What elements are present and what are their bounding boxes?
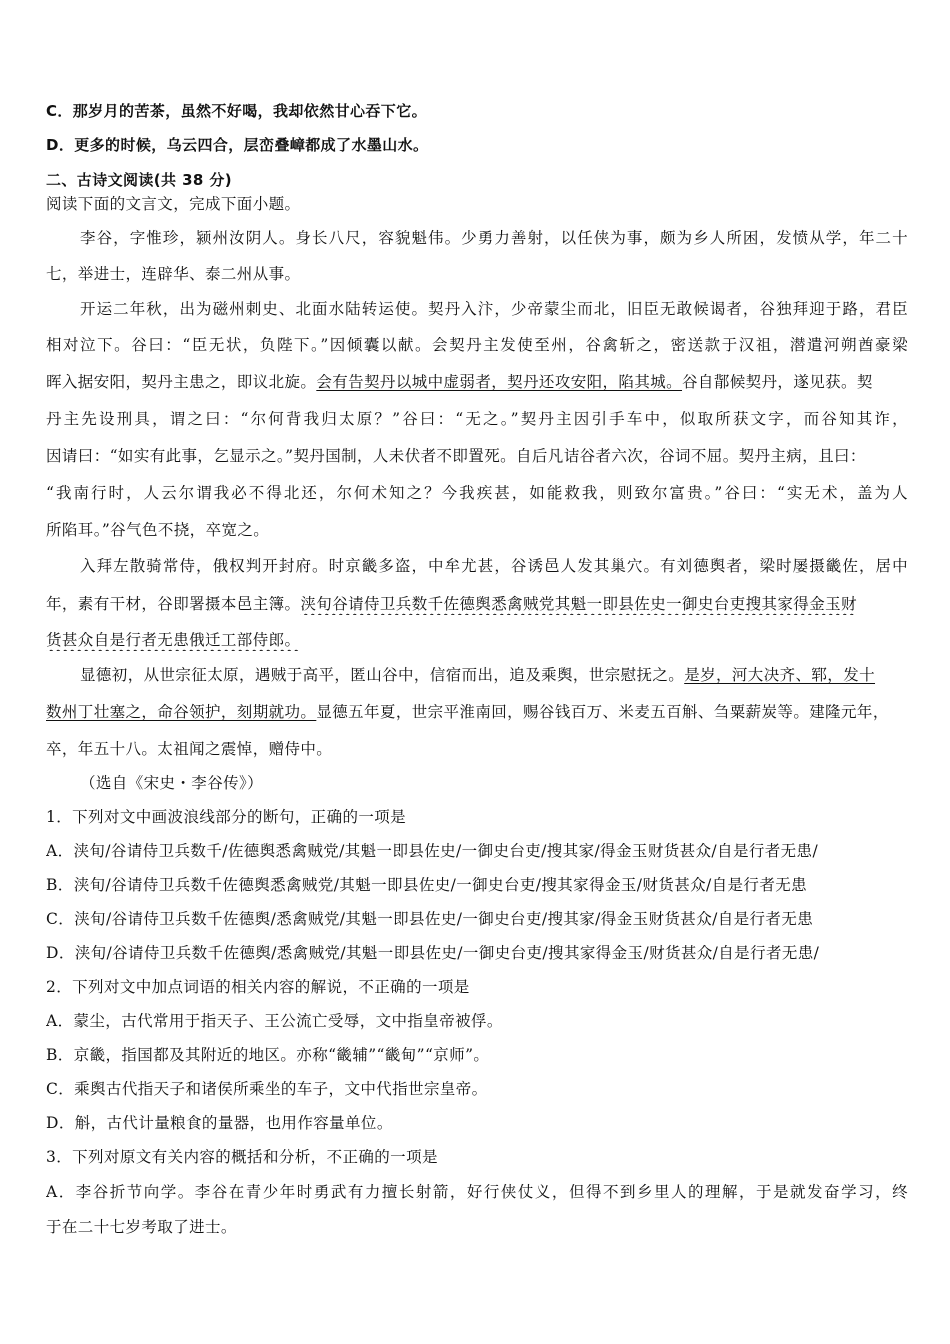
underlined-sentence: 数州丁壮塞之，命谷领护，刻期就功。 <box>46 703 317 721</box>
passage-p4-line3: 卒，年五十八。太祖闻之震悼，赠侍中。 <box>46 740 333 758</box>
passage-p1-line2: 七，举进士，连辟华、泰二州从事。 <box>46 265 301 283</box>
question-1-option-a: A．浃旬/谷请侍卫兵数千/佐德舆悉禽贼党/其魁一即县佐史/一御史台吏/搜其家/得金玉财货甚众/自是行者无患/ <box>46 842 819 860</box>
wavy-underlined-sentence: 货甚众自是行者无患俄迁工部侍郎。 <box>46 631 301 649</box>
question-3-option-a-line1: A．李谷折节向学。李谷在青少年时勇武有力擅长射箭，好行侠仗义，但得不到乡里人的理解，于是就发奋学习，终 <box>46 1183 908 1201</box>
question-2-option-b: B．京畿，指国都及其附近的地区。亦称“畿辅”“畿甸”“京师”。 <box>46 1046 490 1064</box>
question-1-option-c: C．浃旬/谷请侍卫兵数千佐德舆/悉禽贼党/其魁一即县佐史/一御史台吏/搜其家/得金玉财货甚众/自是行者无患 <box>46 910 814 928</box>
question-1-stem: 1．下列对文中画波浪线部分的断句，正确的一项是 <box>46 808 407 826</box>
question-2-option-d: D．斛，古代计量粮食的量器，也用作容量单位。 <box>46 1114 393 1132</box>
passage-p3-line2 <box>46 593 908 615</box>
passage-text: 谷自鄁候契丹，遂见获。契 <box>682 373 873 391</box>
passage-text: 显德五年夏，世宗平淮南回，赐谷钱百万、米麦五百斛、刍粟薪炭等。建隆元年， <box>316 703 889 721</box>
passage-p1-line1: 李谷，字惟珍，颍州汝阴人。身长八尺，容貌魁伟。少勇力善射，以任侠为事，颇为乡人所困，发愤从学，年二十 <box>80 229 908 247</box>
passage-p2-line3 <box>46 371 908 393</box>
passage-p3-line3 <box>46 629 908 651</box>
question-2-option-a: A．蒙尘，古代常用于指天子、王公流亡受辱，文中指皇帝被俘。 <box>46 1012 503 1030</box>
question-1-option-d: D．浃旬/谷请侍卫兵数千佐德舆/悉禽贼党/其魁一即县佐史/一御史台吏/搜其家得金玉/财货甚众/自是行者无患/ <box>46 944 820 962</box>
passage-p3-line1: 入拜左散骑常侍，俄权判开封府。时京畿多盗，中牟尤甚，谷诱邑人发其巢穴。有刘德舆者，梁时屡摄畿佐，居中 <box>80 557 908 575</box>
passage-p4-line2 <box>46 701 908 723</box>
question-2-stem: 2．下列对文中加点词语的相关内容的解说，不正确的一项是 <box>46 978 470 996</box>
passage-p2-line4: 丹主先设刑具，谓之曰：“尔何背我归太原？”谷曰：“无之。”契丹主因引手车中，似取所获文字，而谷知其诈， <box>46 410 908 428</box>
passage-text: 显德初，从世宗征太原，遇贼于高平，匿山谷中，信宿而出，追及乘舆，世宗慰抚之。 <box>80 666 685 684</box>
passage-text: 年，素有干材，谷即署摄本邑主簿。 <box>46 595 301 613</box>
wavy-underlined-sentence: 浃旬谷请侍卫兵数千佐德舆悉禽贼党其魁一即县佐史一御史台吏搜其家得金玉财 <box>300 595 857 613</box>
section-title: 二、古诗文阅读(共 38 分) <box>46 171 233 189</box>
passage-p4-line1 <box>80 664 908 686</box>
section-instruction: 阅读下面的文言文，完成下面小题。 <box>46 195 301 213</box>
underlined-sentence: 会有告契丹以城中虚弱者，契丹还攻安阳，陷其城。 <box>316 373 683 391</box>
passage-p2-line1: 开运二年秋，出为磁州刺史、北面水陆转运使。契丹入汴，少帝蒙尘而北，旧臣无敢候谒者，谷独拜迎于路，君臣 <box>80 300 908 318</box>
passage-source: （选自《宋史・李谷传》） <box>80 774 264 792</box>
option-d-previous: D．更多的时候，乌云四合，层峦叠嶂都成了水墨山水。 <box>46 136 429 154</box>
passage-p2-line5: 因请曰：“如实有此事，乞显示之。”契丹国制，人未伏者不即置死。自后凡诘谷者六次，谷词不屈。契丹主病，且曰： <box>46 447 866 465</box>
passage-p2-line7: 所陷耳。”谷气色不挠，卒宽之。 <box>46 521 270 539</box>
question-2-option-c: C．乘舆古代指天子和诸侯所乘坐的车子，文中代指世宗皇帝。 <box>46 1080 488 1098</box>
passage-text: 晖入据安阳，契丹主患之，即议北旋。 <box>46 373 317 391</box>
underlined-sentence: 是岁，河大决齐、郓，发十 <box>684 666 876 684</box>
question-1-option-b: B．浃旬/谷请侍卫兵数千佐德舆悉禽贼党/其魁一即县佐史/一御史台吏/搜其家得金玉/财货甚众/自是行者无患 <box>46 876 808 894</box>
passage-p2-line2: 相对泣下。谷曰：“臣无状，负陛下。”因倾囊以献。会契丹主发使至州，谷禽斩之，密送款于汉祖，潜遣河朔酋豪梁 <box>46 336 908 354</box>
passage-p2-line6: “我南行时，人云尔谓我必不得北还，尔何术知之？今我疾甚，如能救我，则致尔富贵。”谷曰：“实无术，盖为人 <box>46 484 908 502</box>
option-c-previous: C．那岁月的苦茶，虽然不好喝，我却依然甘心吞下它。 <box>46 102 428 120</box>
question-3-option-a-line2: 于在二十七岁考取了进士。 <box>46 1218 237 1236</box>
question-3-stem: 3．下列对原文有关内容的概括和分析，不正确的一项是 <box>46 1148 438 1166</box>
